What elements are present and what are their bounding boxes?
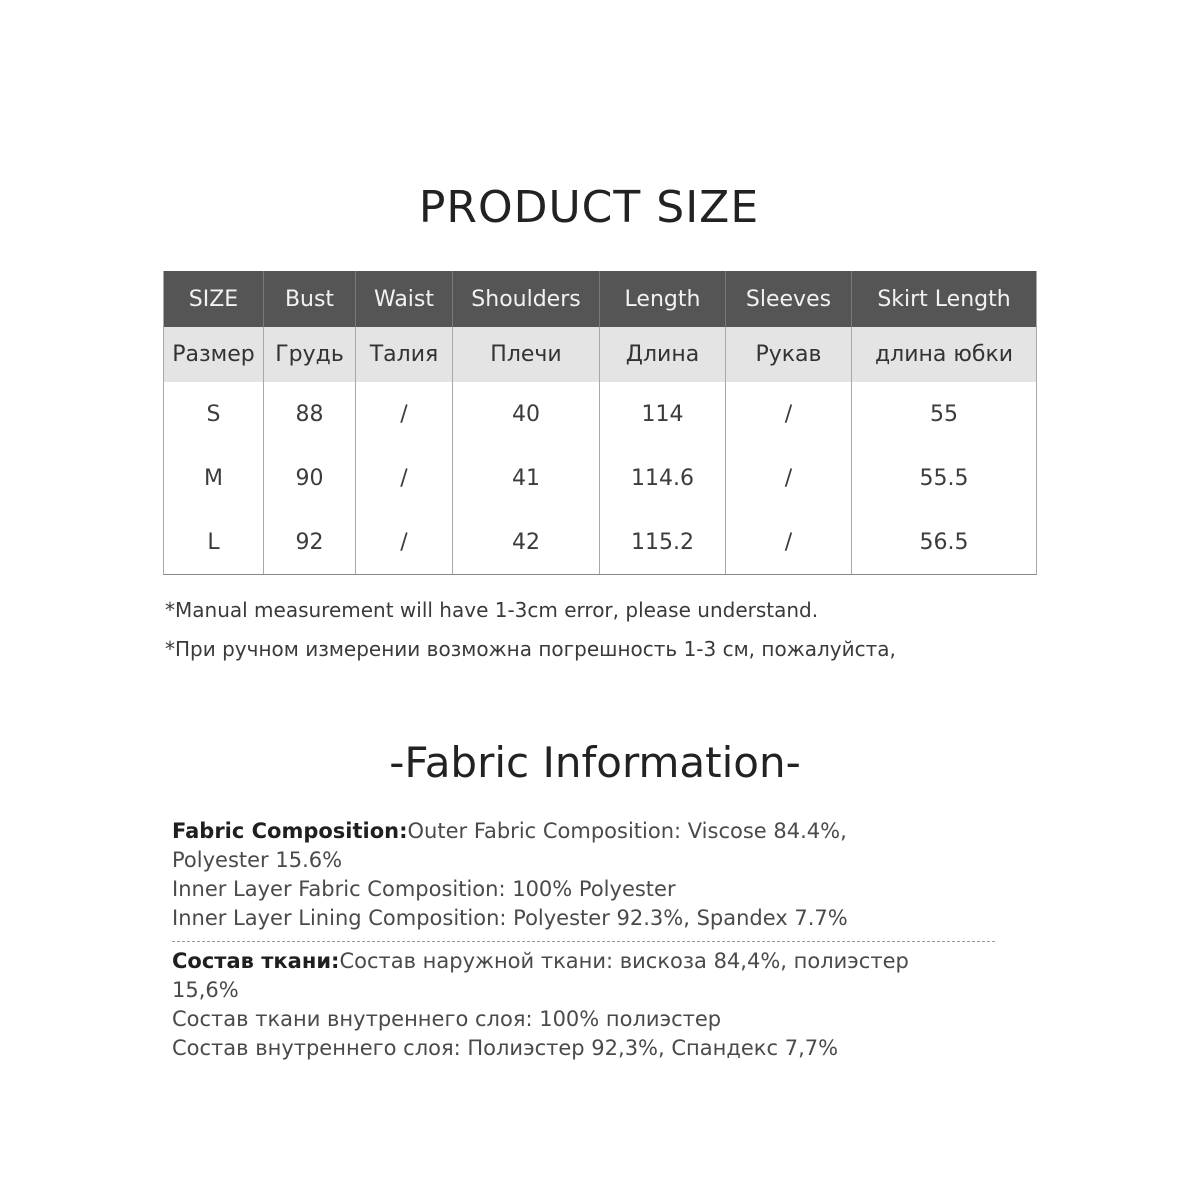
page-title: PRODUCT SIZE	[418, 182, 760, 233]
header-ru-waist: Талия	[356, 327, 453, 382]
table-header-ru	[164, 327, 1037, 382]
header-waist: Waist	[356, 271, 453, 327]
fabric-label-en: Fabric Composition:	[172, 819, 408, 843]
fabric-line	[172, 947, 1002, 976]
table-row	[164, 510, 1037, 575]
table-cell: 56.5	[852, 510, 1037, 575]
table-cell: 115.2	[600, 510, 726, 575]
table-cell: /	[356, 446, 453, 510]
header-bust: Bust	[264, 271, 356, 327]
header-ru-sleeves: Рукав	[726, 327, 852, 382]
measurement-note-en: *Manual measurement will have 1-3cm error, please understand.	[165, 598, 819, 622]
fabric-text: Outer Fabric Composition: Viscose 84.4%,	[407, 819, 847, 843]
fabric-line	[172, 817, 1002, 846]
header-skirt-length: Skirt Length	[852, 271, 1037, 327]
header-ru-skirt-length: длина юбки	[852, 327, 1037, 382]
fabric-line: Inner Layer Lining Composition: Polyester 92.3%, Spandex 7.7%	[172, 906, 848, 930]
table-cell: 114	[600, 382, 726, 446]
size-table	[163, 271, 1037, 575]
table-cell: 114.6	[600, 446, 726, 510]
table-cell: /	[726, 446, 852, 510]
header-sleeves: Sleeves	[726, 271, 852, 327]
table-row	[164, 382, 1037, 446]
table-cell: M	[164, 446, 264, 510]
table-cell: S	[164, 382, 264, 446]
fabric-line: Polyester 15.6%	[172, 848, 343, 872]
fabric-composition-ru	[172, 947, 1002, 1063]
fabric-line: Inner Layer Fabric Composition: 100% Polyester	[172, 877, 676, 901]
fabric-line: 15,6%	[172, 978, 239, 1002]
fabric-text: Состав наружной ткани: вискоза 84,4%, полиэстер	[339, 949, 909, 973]
header-shoulders: Shoulders	[453, 271, 600, 327]
fabric-composition-en	[172, 817, 1002, 933]
header-ru-size: Размер	[164, 327, 264, 382]
table-cell: 42	[453, 510, 600, 575]
table-cell: 55.5	[852, 446, 1037, 510]
fabric-line: Состав внутреннего слоя: Полиэстер 92,3%, Спандекс 7,7%	[172, 1036, 839, 1060]
fabric-info-title: -Fabric Information-	[389, 738, 801, 787]
table-cell: /	[726, 510, 852, 575]
table-cell: 88	[264, 382, 356, 446]
measurement-note-ru: *При ручном измерении возможна погрешность 1-3 см, пожалуйста,	[165, 637, 896, 661]
header-ru-shoulders: Плечи	[453, 327, 600, 382]
table-cell: 55	[852, 382, 1037, 446]
table-row	[164, 446, 1037, 510]
table-cell: /	[356, 382, 453, 446]
table-cell: L	[164, 510, 264, 575]
header-ru-bust: Грудь	[264, 327, 356, 382]
header-ru-length: Длина	[600, 327, 726, 382]
table-cell: 40	[453, 382, 600, 446]
dashed-divider	[172, 941, 995, 942]
table-cell: 92	[264, 510, 356, 575]
table-cell: 90	[264, 446, 356, 510]
fabric-line: Состав ткани внутреннего слоя: 100% полиэстер	[172, 1007, 722, 1031]
table-cell: 41	[453, 446, 600, 510]
table-cell: /	[356, 510, 453, 575]
table-header-en	[164, 271, 1037, 327]
header-length: Length	[600, 271, 726, 327]
header-size: SIZE	[164, 271, 264, 327]
table-cell: /	[726, 382, 852, 446]
fabric-label-ru: Состав ткани:	[172, 949, 340, 973]
